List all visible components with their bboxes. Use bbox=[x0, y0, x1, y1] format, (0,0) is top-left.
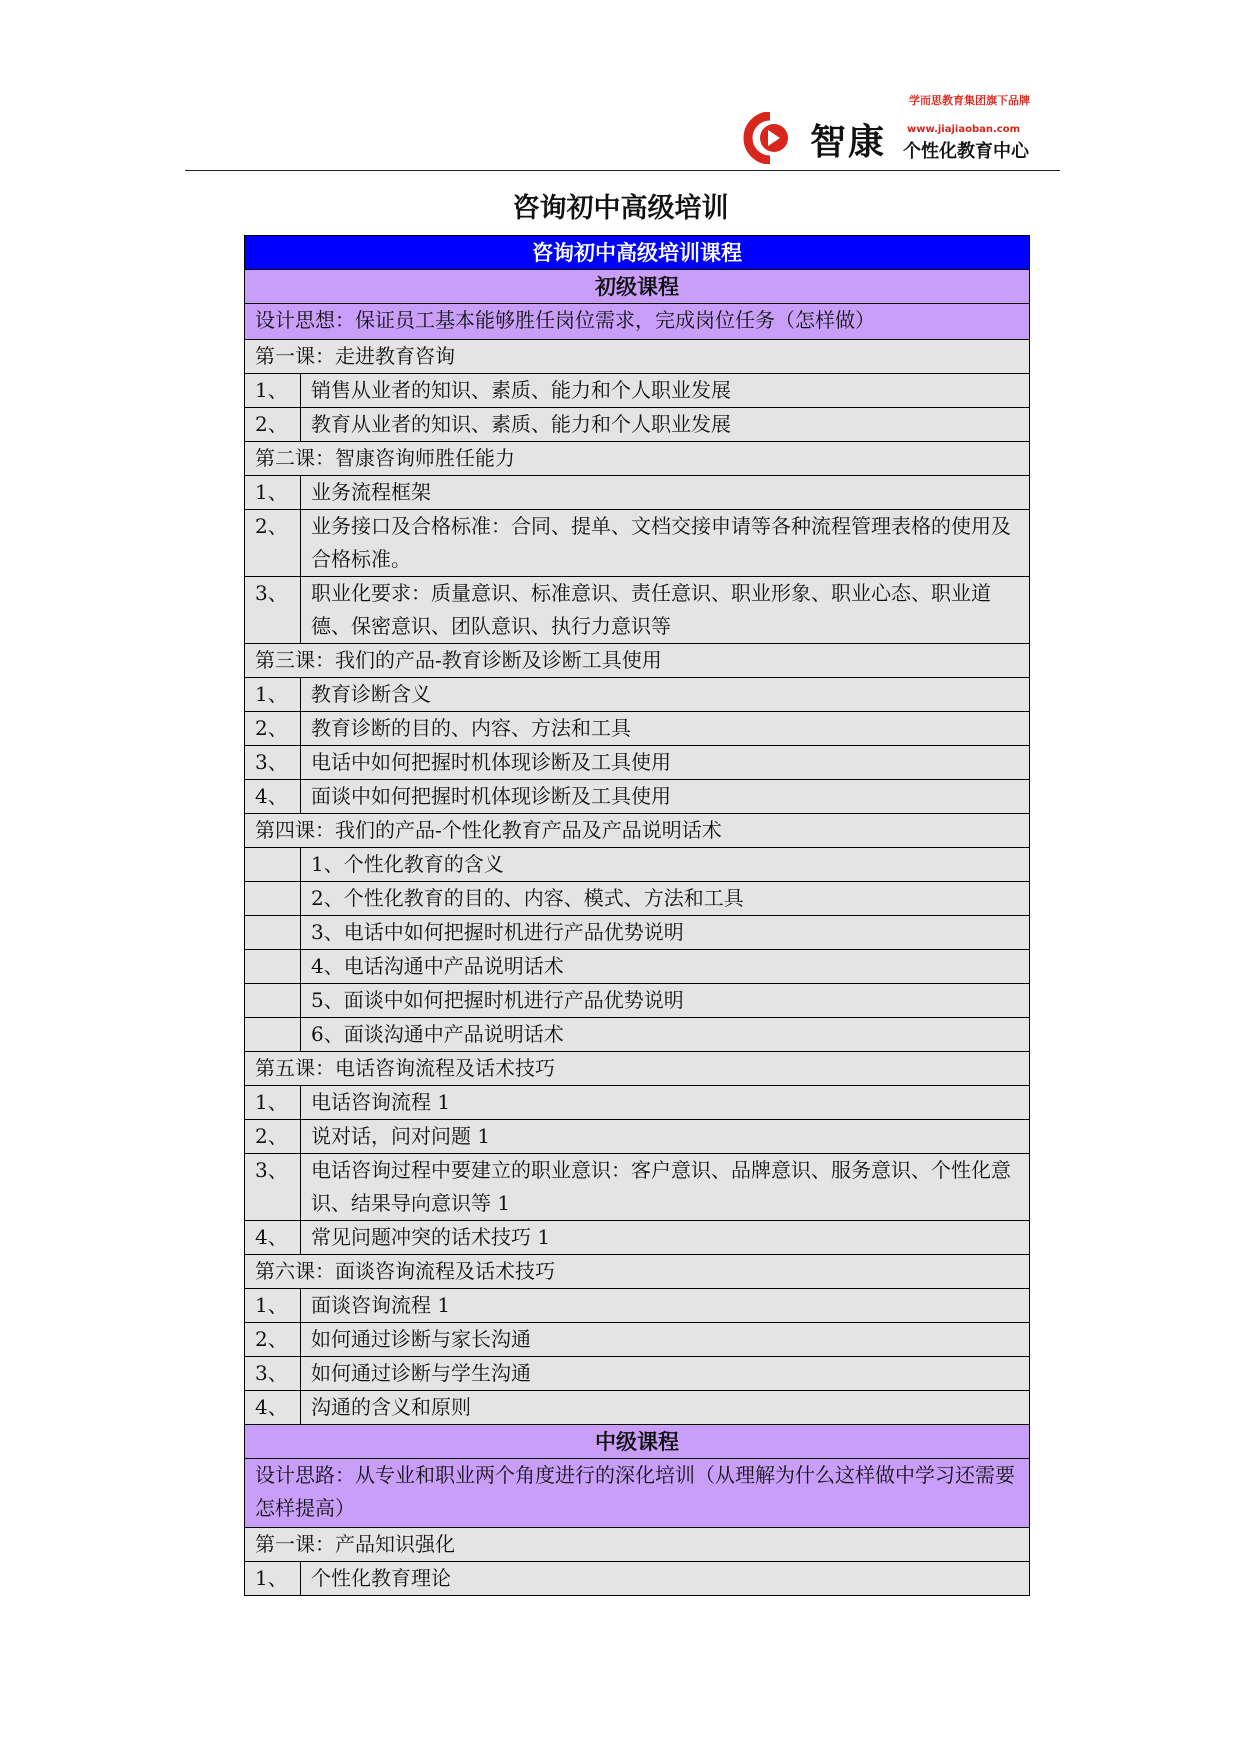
item-text: 2、个性化教育的目的、内容、模式、方法和工具 bbox=[301, 882, 1030, 916]
table-row bbox=[245, 848, 1030, 882]
lesson-row bbox=[245, 1255, 1030, 1289]
item-text: 4、电话沟通中产品说明话术 bbox=[301, 950, 1030, 984]
item-number: 3、 bbox=[245, 746, 301, 780]
table-row bbox=[245, 984, 1030, 1018]
lesson-title: 第五课：电话咨询流程及话术技巧 bbox=[245, 1052, 1030, 1086]
item-number: 1、 bbox=[245, 678, 301, 712]
lesson-row bbox=[245, 1528, 1030, 1562]
item-number: 3、 bbox=[245, 1154, 301, 1221]
table-row bbox=[245, 1289, 1030, 1323]
table-row bbox=[245, 1562, 1030, 1596]
lesson-title: 第一课：产品知识强化 bbox=[245, 1528, 1030, 1562]
level-title-row bbox=[245, 270, 1030, 304]
item-number bbox=[245, 1018, 301, 1052]
item-text: 教育诊断的目的、内容、方法和工具 bbox=[301, 712, 1030, 746]
item-text: 5、面谈中如何把握时机进行产品优势说明 bbox=[301, 984, 1030, 1018]
brand-url: www.jiajiaoban.com bbox=[907, 124, 1020, 135]
item-number: 2、 bbox=[245, 1323, 301, 1357]
course-table bbox=[244, 235, 1030, 1596]
item-text: 电话咨询流程 1 bbox=[301, 1086, 1030, 1120]
table-row bbox=[245, 678, 1030, 712]
table-row bbox=[245, 1120, 1030, 1154]
item-number bbox=[245, 950, 301, 984]
zhikang-logo-icon bbox=[740, 112, 800, 164]
table-row bbox=[245, 746, 1030, 780]
item-text: 如何通过诊断与家长沟通 bbox=[301, 1323, 1030, 1357]
item-text: 电话咨询过程中要建立的职业意识：客户意识、品牌意识、服务意识、个性化意识、结果导向意识等 1 bbox=[301, 1154, 1030, 1221]
item-text: 教育从业者的知识、素质、能力和个人职业发展 bbox=[301, 408, 1030, 442]
table-row bbox=[245, 1018, 1030, 1052]
header-divider bbox=[185, 170, 1060, 171]
table-row bbox=[245, 1154, 1030, 1221]
item-number bbox=[245, 916, 301, 950]
item-text: 面谈咨询流程 1 bbox=[301, 1289, 1030, 1323]
design-row bbox=[245, 304, 1030, 340]
lesson-row bbox=[245, 644, 1030, 678]
table-row bbox=[245, 408, 1030, 442]
document-title: 咨询初中高级培训 bbox=[512, 193, 729, 224]
item-number: 2、 bbox=[245, 712, 301, 746]
item-number: 1、 bbox=[245, 1086, 301, 1120]
table-row bbox=[245, 1323, 1030, 1357]
design-text: 设计思想：保证员工基本能够胜任岗位需求，完成岗位任务（怎样做） bbox=[245, 304, 1030, 340]
lesson-title: 第三课：我们的产品-教育诊断及诊断工具使用 bbox=[245, 644, 1030, 678]
item-text: 3、电话中如何把握时机进行产品优势说明 bbox=[301, 916, 1030, 950]
table-row bbox=[245, 950, 1030, 984]
table-row bbox=[245, 1086, 1030, 1120]
item-text: 业务接口及合格标准：合同、提单、文档交接申请等各种流程管理表格的使用及合格标准。 bbox=[301, 510, 1030, 577]
item-number: 1、 bbox=[245, 374, 301, 408]
item-text: 面谈中如何把握时机体现诊断及工具使用 bbox=[301, 780, 1030, 814]
lesson-row bbox=[245, 340, 1030, 374]
item-number: 4、 bbox=[245, 1221, 301, 1255]
design-row bbox=[245, 1459, 1030, 1528]
table-row bbox=[245, 577, 1030, 644]
lesson-row bbox=[245, 814, 1030, 848]
lesson-title: 第一课：走进教育咨询 bbox=[245, 340, 1030, 374]
lesson-row bbox=[245, 442, 1030, 476]
item-number: 1、 bbox=[245, 476, 301, 510]
table-row bbox=[245, 476, 1030, 510]
page-header bbox=[185, 80, 1060, 172]
brand-subtitle: 个性化教育中心 bbox=[903, 141, 1029, 162]
table-row bbox=[245, 510, 1030, 577]
table-banner: 咨询初中高级培训课程 bbox=[245, 236, 1030, 270]
item-text: 说对话，问对问题 1 bbox=[301, 1120, 1030, 1154]
design-text: 设计思路：从专业和职业两个角度进行的深化培训（从理解为什么这样做中学习还需要怎样提高） bbox=[245, 1459, 1030, 1528]
item-text: 如何通过诊断与学生沟通 bbox=[301, 1357, 1030, 1391]
lesson-title: 第六课：面谈咨询流程及话术技巧 bbox=[245, 1255, 1030, 1289]
item-number: 2、 bbox=[245, 1120, 301, 1154]
item-number: 3、 bbox=[245, 1357, 301, 1391]
table-row bbox=[245, 1221, 1030, 1255]
item-number: 3、 bbox=[245, 577, 301, 644]
item-number bbox=[245, 848, 301, 882]
table-row bbox=[245, 916, 1030, 950]
brand-name: 智康 bbox=[810, 122, 887, 163]
table-row bbox=[245, 374, 1030, 408]
item-number bbox=[245, 984, 301, 1018]
level-title-row bbox=[245, 1425, 1030, 1459]
item-text: 1、个性化教育的含义 bbox=[301, 848, 1030, 882]
table-row bbox=[245, 1357, 1030, 1391]
item-text: 职业化要求：质量意识、标准意识、责任意识、职业形象、职业心态、职业道德、保密意识、团队意识、执行力意识等 bbox=[301, 577, 1030, 644]
level-title: 中级课程 bbox=[245, 1425, 1030, 1459]
table-row bbox=[245, 882, 1030, 916]
item-text: 电话中如何把握时机体现诊断及工具使用 bbox=[301, 746, 1030, 780]
table-row bbox=[245, 780, 1030, 814]
item-number: 1、 bbox=[245, 1289, 301, 1323]
lesson-title: 第二课：智康咨询师胜任能力 bbox=[245, 442, 1030, 476]
brand-tagline: 学而思教育集团旗下品牌 bbox=[909, 94, 1030, 107]
item-text: 个性化教育理论 bbox=[301, 1562, 1030, 1596]
item-text: 销售从业者的知识、素质、能力和个人职业发展 bbox=[301, 374, 1030, 408]
item-number: 1、 bbox=[245, 1562, 301, 1596]
item-number: 2、 bbox=[245, 510, 301, 577]
item-text: 常见问题冲突的话术技巧 1 bbox=[301, 1221, 1030, 1255]
item-number: 2、 bbox=[245, 408, 301, 442]
lesson-title: 第四课：我们的产品-个性化教育产品及产品说明话术 bbox=[245, 814, 1030, 848]
lesson-row bbox=[245, 1052, 1030, 1086]
level-title: 初级课程 bbox=[245, 270, 1030, 304]
item-text: 6、面谈沟通中产品说明话术 bbox=[301, 1018, 1030, 1052]
table-row bbox=[245, 712, 1030, 746]
item-text: 沟通的含义和原则 bbox=[301, 1391, 1030, 1425]
item-text: 业务流程框架 bbox=[301, 476, 1030, 510]
table-row bbox=[245, 1391, 1030, 1425]
item-number: 4、 bbox=[245, 1391, 301, 1425]
table-banner-row bbox=[245, 236, 1030, 270]
item-number: 4、 bbox=[245, 780, 301, 814]
item-text: 教育诊断含义 bbox=[301, 678, 1030, 712]
item-number bbox=[245, 882, 301, 916]
